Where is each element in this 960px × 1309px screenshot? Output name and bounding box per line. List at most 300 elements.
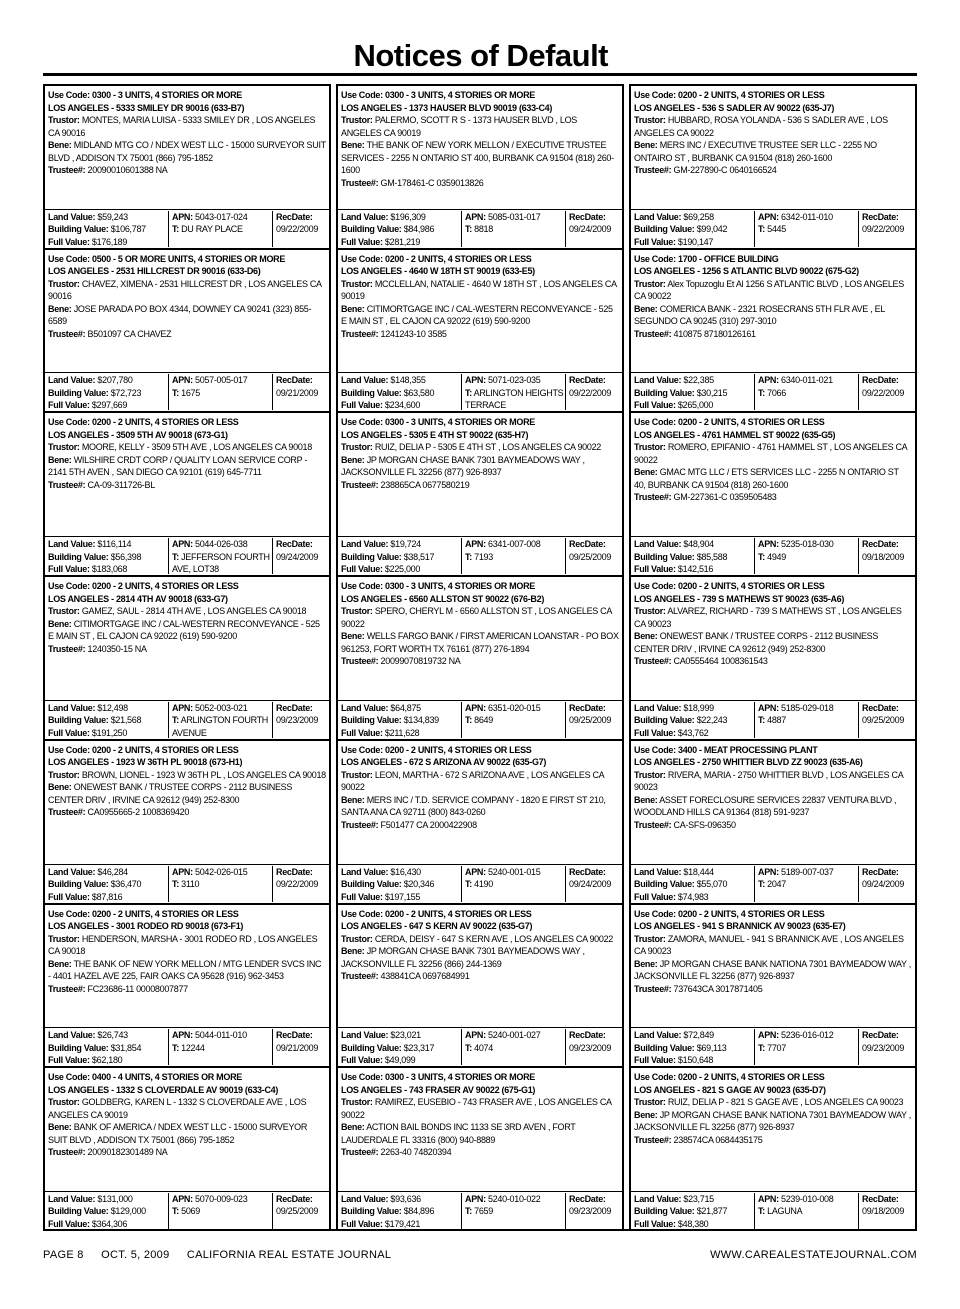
recdate-label: RecDate:: [569, 211, 606, 222]
trustee-line: [48, 479, 326, 492]
notice-body: [341, 908, 619, 983]
trustor-label: Trustor:: [634, 1097, 666, 1108]
tract-label: T:: [172, 551, 179, 562]
bene-line: [48, 618, 326, 643]
property-address: LOS ANGELES - 4761 HAMMEL ST 90022 (635-G5): [634, 429, 836, 440]
bene-label: Bene:: [634, 140, 658, 150]
recdate-label: RecDate:: [862, 375, 899, 386]
footer-left: [43, 1249, 405, 1261]
property-address: LOS ANGELES - 5333 SMILEY DR 90016 (633-B7): [48, 102, 245, 113]
full-value: $183,068: [91, 564, 128, 575]
apn-block: [754, 538, 863, 574]
property-address: LOS ANGELES - 672 S ARIZONA AV 90022 (635-G7): [341, 757, 547, 768]
use-code: Use Code: 0200 - 2 UNITS, 4 STORIES OR LESS: [634, 581, 825, 592]
trustor-label: Trustor:: [341, 1097, 373, 1108]
bene-value: MIDLAND MTG CO / NDEX WEST LLC - 15000 SURVEYOR SUIT BLVD , ADDISON TX 75001 (866) 795-1852: [48, 140, 326, 163]
trustor-line: [48, 1096, 326, 1121]
bene-value: ACTION BAIL BONDS INC 1133 SE 3RD AVEN , FORT LAUDERDALE FL 33316 (800) 940-8889: [341, 1122, 576, 1145]
bene-value: MERS INC / T.D. SERVICE COMPANY - 1820 E FIRST ST 210, SANTA ANA CA 92711 (800) 843-0260: [341, 794, 606, 818]
apn-block: [754, 1029, 863, 1065]
bene-line: [634, 466, 912, 491]
notice-record: [43, 1066, 331, 1230]
bene-label: Bene:: [634, 958, 658, 969]
notice-record: [629, 1066, 917, 1230]
notice-values: [629, 536, 917, 575]
value-block: [634, 374, 754, 412]
tract-value: 7659: [474, 1206, 493, 1217]
full-value-label: Full Value:: [341, 564, 383, 575]
full-value-label: Full Value:: [341, 400, 383, 411]
recdate-block: [272, 1029, 331, 1065]
property-address: LOS ANGELES - 2750 WHITTIER BLVD ZZ 90023 (635-A6): [634, 757, 863, 768]
bene-line: [48, 454, 326, 479]
apn-label: APN:: [758, 866, 779, 877]
full-value-label: Full Value:: [634, 727, 676, 738]
trustee-value: CA-09-311726-BL: [87, 479, 155, 490]
trustor-line: [341, 278, 619, 303]
recdate-value: 09/24/2009: [862, 879, 905, 890]
notice-record: [629, 411, 917, 575]
building-value-label: Building Value:: [634, 551, 695, 562]
notice-values: [43, 536, 331, 575]
trustee-line: [48, 1146, 326, 1159]
land-value-label: Land Value:: [634, 375, 682, 386]
tract-value: JEFFERSON FOURTH AVE, LOT38: [172, 551, 270, 575]
bene-value: ONEWEST BANK / TRUSTEE CORPS - 2112 BUSINESS CENTER DRIV , IRVINE CA 92612 (949) 252-8300: [634, 631, 879, 654]
trustee-label: Trustee#:: [48, 165, 86, 175]
trustor-label: Trustor:: [634, 769, 666, 780]
tract-value: 12244: [181, 1042, 205, 1053]
apn-label: APN:: [465, 1030, 486, 1041]
recdate-block: [565, 211, 624, 247]
apn-label: APN:: [758, 1030, 779, 1041]
recdate-value: 09/25/2009: [862, 715, 905, 726]
apn-label: APN:: [758, 211, 779, 222]
tract-label: T:: [465, 1042, 472, 1053]
notice-record: [43, 84, 331, 248]
bene-label: Bene:: [48, 782, 72, 793]
building-value: $84,896: [403, 1206, 435, 1217]
apn-label: APN:: [172, 375, 193, 386]
property-address: LOS ANGELES - 1923 W 36TH PL 90018 (673-H1): [48, 757, 243, 768]
building-value: $22,243: [696, 715, 728, 726]
tract-value: 4190: [474, 879, 493, 890]
notice-values: [43, 1027, 331, 1066]
recdate-value: 09/22/2009: [862, 387, 905, 398]
recdate-block: [858, 702, 917, 738]
recdate-label: RecDate:: [276, 1030, 313, 1041]
building-value: $129,000: [110, 1206, 146, 1217]
building-value: $106,787: [110, 224, 146, 235]
building-value-label: Building Value:: [341, 1206, 402, 1217]
apn-value: 5236-016-012: [781, 1030, 834, 1041]
recdate-block: [272, 374, 331, 410]
trustee-label: Trustee#:: [341, 479, 379, 490]
notice-record: [629, 903, 917, 1067]
value-block: [634, 538, 754, 576]
use-code: Use Code: 0300 - 3 UNITS, 4 STORIES OR MORE: [341, 1072, 535, 1083]
trustee-line: [341, 655, 619, 668]
tract-label: T:: [172, 1206, 179, 1217]
full-value-label: Full Value:: [48, 236, 90, 247]
bene-line: [48, 139, 326, 164]
full-value: $234,600: [384, 400, 421, 411]
land-value: $207,780: [97, 375, 133, 386]
property-address: LOS ANGELES - 3001 RODEO RD 90018 (673-F1): [48, 921, 244, 932]
full-value-label: Full Value:: [341, 1218, 383, 1229]
apn-value: 5044-026-038: [195, 539, 248, 550]
trustor-value: MONTES, MARIA LUISA - 5333 SMILEY DR , LOS ANGELES CA 90016: [48, 115, 316, 138]
tract-label: T:: [172, 715, 179, 726]
title-rule: [43, 73, 917, 76]
value-block: [48, 1029, 168, 1067]
recdate-value: 09/22/2009: [569, 387, 612, 398]
land-value: $23,715: [683, 1193, 714, 1204]
trustee-label: Trustee#:: [634, 983, 672, 994]
full-value: $281,219: [384, 236, 421, 247]
bene-line: [341, 303, 619, 328]
apn-block: [754, 866, 863, 902]
apn-label: APN:: [172, 211, 193, 222]
building-value-label: Building Value:: [634, 715, 695, 726]
recdate-block: [565, 374, 624, 410]
property-address: LOS ANGELES - 1373 HAUSER BLVD 90019 (633-C4): [341, 102, 553, 113]
land-value-label: Land Value:: [341, 211, 389, 222]
trustee-label: Trustee#:: [48, 479, 86, 490]
trustor-value: BROWN, LIONEL - 1923 W 36TH PL , LOS ANGELES CA 90018: [81, 769, 326, 780]
notice-values: [43, 372, 331, 411]
apn-value: 6340-011-021: [781, 375, 833, 386]
recdate-value: 09/25/2009: [569, 551, 612, 562]
tract-value: 4074: [474, 1042, 493, 1053]
full-value-label: Full Value:: [634, 564, 676, 575]
notice-values: [629, 700, 917, 739]
bene-line: [48, 1121, 326, 1146]
full-value-label: Full Value:: [634, 236, 676, 247]
notice-body: [341, 580, 619, 668]
recdate-value: 09/24/2009: [276, 551, 319, 562]
trustor-line: [48, 933, 326, 958]
trustee-value: CA-SFS-096350: [673, 819, 736, 830]
trustor-label: Trustor:: [341, 115, 373, 125]
bene-line: [634, 794, 912, 819]
publication-name: CALIFORNIA REAL ESTATE JOURNAL: [186, 1249, 392, 1261]
land-value: $18,444: [683, 866, 714, 877]
full-value-label: Full Value:: [341, 727, 383, 738]
trustor-line: [634, 933, 912, 958]
full-value: $176,189: [91, 236, 128, 247]
notice-record: [629, 84, 917, 248]
bene-line: [341, 139, 619, 177]
recdate-label: RecDate:: [569, 1030, 606, 1041]
land-value: $148,355: [390, 375, 426, 386]
apn-block: [168, 702, 277, 738]
apn-value: 5057-005-017: [195, 375, 248, 386]
recdate-value: 09/25/2009: [276, 1206, 319, 1217]
land-value: $196,309: [390, 211, 426, 222]
trustee-label: Trustee#:: [634, 165, 672, 175]
tract-value: ARLINGTON HEIGHTS TERRACE: [465, 387, 564, 411]
trustee-label: Trustee#:: [634, 492, 672, 503]
recdate-value: 09/18/2009: [862, 1206, 905, 1217]
building-value-label: Building Value:: [48, 715, 109, 726]
trustor-value: HENDERSON, MARSHA - 3001 RODEO RD , LOS ANGELES CA 90018: [48, 933, 318, 957]
bene-value: JP MORGAN CHASE BANK NATIONA 7301 BAYMEADOW WAY , JACKSONVILLE FL 32256 (877) 926-8937: [634, 958, 911, 982]
recdate-label: RecDate:: [862, 866, 899, 877]
trustee-line: [341, 479, 619, 492]
tract-value: 3110: [181, 879, 200, 890]
tract-label: T:: [758, 1206, 765, 1217]
bene-value: ASSET FORECLOSURE SERVICES 22837 VENTURA BLVD , WOODLAND HILLS CA 91364 (818) 591-9237: [634, 794, 897, 818]
apn-value: 5071-023-035: [488, 375, 541, 386]
trustee-value: 20099070819732 NA: [380, 656, 461, 667]
trustor-value: RUIZ, DELIA P - 5305 E 4TH ST , LOS ANGELES CA 90022: [374, 442, 601, 453]
full-value: $197,155: [384, 891, 421, 902]
recdate-block: [858, 538, 917, 574]
full-value: $48,380: [677, 1218, 709, 1229]
trustor-value: LEON, MARTHA - 672 S ARIZONA AVE , LOS ANGELES CA 90022: [341, 769, 604, 793]
tract-value: 2047: [767, 879, 786, 890]
building-value-label: Building Value:: [341, 387, 402, 398]
value-block: [341, 702, 461, 740]
notice-record: [336, 248, 624, 412]
full-value: $265,000: [677, 400, 714, 411]
recdate-block: [565, 1193, 624, 1229]
apn-label: APN:: [758, 539, 779, 550]
bottom-rule: [43, 1229, 917, 1231]
tract-label: T:: [465, 387, 472, 398]
trustor-line: [341, 441, 619, 454]
notice-values: [336, 372, 624, 411]
full-value-label: Full Value:: [48, 1055, 90, 1066]
tract-value: 8649: [474, 715, 493, 726]
full-value: $74,983: [677, 891, 709, 902]
value-block: [341, 866, 461, 904]
full-value: $225,000: [384, 564, 421, 575]
apn-label: APN:: [172, 1193, 193, 1204]
trustee-value: CA0555464 1008361543: [673, 656, 768, 667]
trustee-value: GM-227361-C 0359505483: [673, 492, 777, 503]
land-value-label: Land Value:: [634, 702, 682, 713]
notice-record: [43, 739, 331, 903]
building-value-label: Building Value:: [341, 224, 402, 235]
trustee-label: Trustee#:: [634, 1134, 672, 1145]
notice-body: [341, 1071, 619, 1159]
trustee-line: [48, 806, 326, 819]
apn-label: APN:: [465, 866, 486, 877]
bene-line: [48, 781, 326, 806]
trustor-line: [634, 114, 912, 139]
full-value-label: Full Value:: [341, 1055, 383, 1066]
notice-body: [48, 89, 326, 177]
bene-value: CITIMORTGAGE INC / CAL-WESTERN RECONVEYANCE - 525 E MAIN ST , EL CAJON CA 92022 (619) 590-9200: [341, 303, 613, 327]
bene-value: MERS INC / EXECUTIVE TRUSTEE SER LLC - 2255 NO ONTAIRO ST , BURBANK CA 91504 (818) 260-1600: [634, 140, 877, 163]
property-address: LOS ANGELES - 941 S BRANNICK AV 90023 (635-E7): [634, 921, 846, 932]
bene-value: THE BANK OF NEW YORK MELLON / MTG LENDER SVCS INC - 4401 HAZEL AVE 225, FAIR OAKS CA 95628 (916) 962-3453: [48, 958, 322, 982]
trustor-value: CERDA, DEISY - 647 S KERN AVE , LOS ANGELES CA 90022: [374, 933, 613, 944]
bene-label: Bene:: [341, 946, 365, 957]
recdate-value: 09/21/2009: [276, 1042, 319, 1053]
trustor-value: CHAVEZ, XIMENA - 2531 HILLCREST DR , LOS ANGELES CA 90016: [48, 278, 322, 302]
building-value-label: Building Value:: [48, 387, 109, 398]
building-value: $99,042: [696, 224, 728, 235]
recdate-label: RecDate:: [276, 211, 313, 222]
full-value-label: Full Value:: [634, 1055, 676, 1066]
recdate-label: RecDate:: [569, 1193, 606, 1204]
value-block: [341, 211, 461, 249]
bene-value: ONEWEST BANK / TRUSTEE CORPS - 2112 BUSINESS CENTER DRIV , IRVINE CA 92612 (949) 252-8300: [48, 782, 293, 805]
trustor-label: Trustor:: [48, 606, 80, 617]
bene-label: Bene:: [48, 454, 72, 465]
trustor-value: GOLDBERG, KAREN L - 1332 S CLOVERDALE AVE , LOS ANGELES CA 90019: [48, 1097, 307, 1120]
notice-record: [629, 739, 917, 903]
notice-record: [43, 903, 331, 1067]
land-value: $23,021: [390, 1030, 421, 1041]
recdate-label: RecDate:: [276, 866, 313, 877]
property-address: LOS ANGELES - 6560 ALLSTON ST 90022 (676-B2): [341, 593, 545, 604]
land-value-label: Land Value:: [341, 539, 389, 550]
trustee-line: [634, 655, 912, 668]
land-value: $26,743: [97, 1030, 128, 1041]
recdate-value: 09/22/2009: [862, 224, 905, 235]
building-value: $30,215: [696, 387, 728, 398]
building-value: $84,986: [403, 224, 435, 235]
value-block: [634, 1193, 754, 1231]
bene-label: Bene:: [634, 303, 658, 314]
notice-record: [336, 84, 624, 248]
bene-value: JOSE PARADA PO BOX 4344, DOWNEY CA 90241 (323) 855-6589: [48, 303, 312, 327]
use-code: Use Code: 0200 - 2 UNITS, 4 STORIES OR LESS: [48, 417, 239, 428]
value-block: [341, 538, 461, 576]
trustee-line: [634, 491, 912, 504]
use-code: Use Code: 1700 - OFFICE BUILDING: [634, 253, 779, 264]
trustee-line: [48, 328, 326, 341]
footer-website[interactable]: WWW.CAREALESTATEJOURNAL.COM: [710, 1249, 917, 1261]
trustee-value: 238865CA 0677580219: [380, 479, 470, 490]
building-value-label: Building Value:: [341, 879, 402, 890]
apn-value: 5239-010-008: [781, 1193, 834, 1204]
trustor-value: HUBBARD, ROSA YOLANDA - 536 S SADLER AVE , LOS ANGELES CA 90022: [634, 115, 888, 138]
recdate-value: 09/23/2009: [569, 1206, 612, 1217]
tract-label: T:: [465, 715, 472, 726]
notice-column: [336, 84, 624, 1230]
bene-line: [634, 139, 912, 164]
bene-label: Bene:: [48, 303, 72, 314]
tract-value: 7066: [767, 387, 786, 398]
tract-label: T:: [465, 1206, 472, 1217]
trustor-label: Trustor:: [634, 115, 666, 125]
recdate-label: RecDate:: [569, 375, 606, 386]
trustor-label: Trustor:: [341, 769, 373, 780]
trustee-line: [634, 164, 912, 177]
building-value-label: Building Value:: [341, 715, 402, 726]
land-value: $16,430: [390, 866, 421, 877]
bene-value: GMAC MTG LLC / ETS SERVICES LLC - 2255 N ONTARIO ST 40, BURBANK CA 91504 (818) 260-1600: [634, 467, 899, 490]
apn-block: [461, 702, 570, 738]
notices-grid: [43, 84, 917, 1230]
land-value-label: Land Value:: [341, 375, 389, 386]
recdate-label: RecDate:: [862, 539, 899, 550]
recdate-label: RecDate:: [569, 539, 606, 550]
full-value: $190,147: [677, 236, 714, 247]
trustee-value: 20090182301489 NA: [87, 1147, 168, 1158]
trustee-label: Trustee#:: [634, 656, 672, 667]
bene-line: [634, 630, 912, 655]
trustor-label: Trustor:: [48, 278, 80, 289]
bene-label: Bene:: [341, 794, 365, 805]
land-value: $64,875: [390, 702, 421, 713]
building-value: $85,588: [696, 551, 728, 562]
bene-value: JP MORGAN CHASE BANK NATIONA 7301 BAYMEADOW WAY , JACKSONVILLE FL 32256 (877) 926-8937: [634, 1109, 911, 1133]
tract-value: LAGUNA: [767, 1206, 803, 1217]
full-value: $211,628: [384, 727, 420, 738]
tract-label: T:: [758, 551, 765, 562]
tract-label: T:: [758, 1042, 765, 1053]
bene-value: JP MORGAN CHASE BANK 7301 BAYMEADOWS WAY , JACKSONVILLE FL 32256 (866) 244-1369: [341, 946, 585, 969]
use-code: Use Code: 0300 - 3 UNITS, 4 STORIES OR MORE: [48, 90, 242, 100]
property-address: LOS ANGELES - 743 FRASER AV 90022 (675-G1): [341, 1084, 536, 1095]
recdate-label: RecDate:: [862, 1193, 899, 1204]
full-value: $297,669: [91, 400, 128, 411]
notice-values: [629, 864, 917, 903]
recdate-label: RecDate:: [862, 211, 899, 222]
bene-value: COMERICA BANK - 2321 ROSECRANS 5TH FLR AVE , EL SEGUNDO CA 90245 (310) 297-3010: [634, 303, 885, 327]
land-value-label: Land Value:: [48, 866, 96, 877]
full-value: $62,180: [91, 1055, 123, 1066]
use-code: Use Code: 0200 - 2 UNITS, 4 STORIES OR LESS: [48, 908, 239, 919]
notice-body: [634, 89, 912, 177]
page-title: Notices of Default: [353, 38, 608, 73]
building-value: $55,070: [696, 879, 728, 890]
recdate-value: 09/21/2009: [276, 387, 319, 398]
recdate-label: RecDate:: [862, 702, 899, 713]
apn-value: 5235-018-030: [781, 539, 834, 550]
apn-value: 5052-003-021: [195, 702, 248, 713]
recdate-value: 09/23/2009: [569, 1042, 612, 1053]
notice-body: [341, 416, 619, 491]
trustor-value: RUIZ, DELIA P - 821 S GAGE AVE , LOS ANGELES CA 90023: [667, 1097, 904, 1108]
building-value-label: Building Value:: [48, 1206, 109, 1217]
apn-value: 5070-009-023: [195, 1193, 248, 1204]
notice-values: [43, 700, 331, 739]
apn-value: 5185-029-018: [781, 702, 834, 713]
use-code: Use Code: 0200 - 2 UNITS, 4 STORIES OR LESS: [48, 581, 239, 592]
building-value: $69,113: [696, 1042, 727, 1053]
notice-record: [43, 575, 331, 739]
use-code: Use Code: 0500 - 5 OR MORE UNITS, 4 STORIES OR MORE: [48, 253, 286, 264]
trustee-value: 737643CA 3017871405: [673, 983, 763, 994]
trustee-label: Trustee#:: [341, 656, 379, 667]
notice-record: [336, 411, 624, 575]
land-value-label: Land Value:: [48, 539, 96, 550]
land-value: $12,498: [97, 702, 128, 713]
land-value-label: Land Value:: [48, 1193, 96, 1204]
value-block: [341, 1193, 461, 1231]
bene-line: [341, 794, 619, 819]
tract-value: 8818: [474, 224, 493, 235]
trustor-line: [341, 933, 619, 946]
trustee-line: [48, 164, 326, 177]
notice-body: [634, 908, 912, 996]
notice-body: [48, 580, 326, 655]
apn-label: APN:: [172, 866, 193, 877]
land-value-label: Land Value:: [634, 211, 682, 222]
notice-values: [629, 1191, 917, 1230]
tract-label: T:: [172, 1042, 179, 1053]
building-value-label: Building Value:: [48, 879, 109, 890]
building-value-label: Building Value:: [634, 1206, 695, 1217]
trustor-label: Trustor:: [48, 933, 80, 944]
